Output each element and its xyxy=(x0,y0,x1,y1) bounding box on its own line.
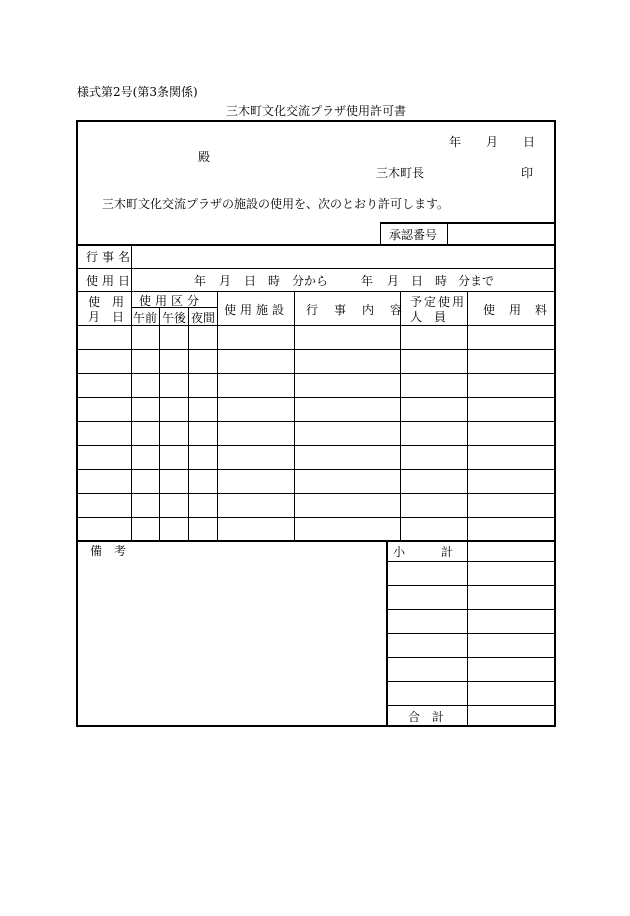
form-number-label: 様式第2号(第3条関係) xyxy=(77,85,198,99)
issue-month-label: 月 xyxy=(486,135,499,149)
col-content: 行事内容 xyxy=(306,303,419,317)
to-hour: 時 xyxy=(435,274,448,288)
table-row xyxy=(78,397,556,398)
issuer-name: 三木町長 xyxy=(376,166,425,180)
document-title: 三木町文化交流プラザ使用許可書 xyxy=(226,104,407,118)
col-morning: 午前 xyxy=(133,311,158,325)
table-row xyxy=(78,373,556,374)
to-day: 日 xyxy=(411,274,424,288)
col-night: 夜間 xyxy=(191,311,216,325)
remarks-label: 備 考 xyxy=(90,544,127,558)
to-year: 年 xyxy=(361,274,374,288)
seal-mark: 印 xyxy=(521,166,534,180)
col-fee: 使用料 xyxy=(483,303,562,317)
col-planned-top: 予定使用 xyxy=(410,295,467,309)
issue-year-label: 年 xyxy=(449,135,462,149)
table-row xyxy=(78,517,556,518)
from-year: 年 xyxy=(194,274,207,288)
subtotal-label: 小 計 xyxy=(393,545,454,559)
usage-date-label: 使用日 xyxy=(86,274,135,288)
event-name-label: 行事名 xyxy=(86,250,135,264)
from-day: 日 xyxy=(244,274,257,288)
col-planned-bottom: 人 員 xyxy=(410,310,447,324)
to-month: 月 xyxy=(387,274,400,288)
col-date-top: 使 用 xyxy=(88,295,125,309)
col-division: 使用区分 xyxy=(139,294,204,308)
permission-statement: 三木町文化交流プラザの施設の使用を、次のとおり許可します。 xyxy=(102,197,450,211)
permit-form-frame xyxy=(76,120,562,727)
table-row xyxy=(78,349,556,350)
col-date-bottom: 月 日 xyxy=(88,310,125,324)
from-month: 月 xyxy=(219,274,232,288)
table-row xyxy=(78,493,556,494)
approval-number-label: 承認番号 xyxy=(389,228,438,242)
total-label: 合 計 xyxy=(408,710,445,724)
addressee-suffix: 殿 xyxy=(198,150,211,164)
from-hour: 時 xyxy=(268,274,281,288)
col-facility: 使用施設 xyxy=(224,303,289,317)
table-row xyxy=(78,421,556,422)
table-row xyxy=(78,445,556,446)
col-afternoon: 午後 xyxy=(162,311,187,325)
from-minute: 分から xyxy=(292,274,329,288)
table-row xyxy=(78,469,556,470)
issue-day-label: 日 xyxy=(523,135,536,149)
to-minute: 分まで xyxy=(458,274,495,288)
